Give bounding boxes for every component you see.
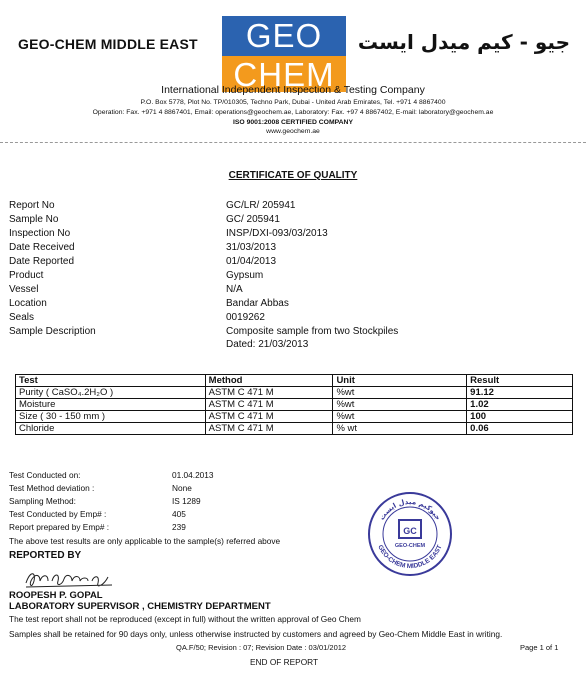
cell-unit: % wt <box>333 423 467 435</box>
meta-value-conducted-by: 405 <box>172 509 186 519</box>
company-website: www.geochem.ae <box>266 128 320 135</box>
geochem-logo <box>222 16 346 92</box>
field-value-sample-no: GC/ 205941 <box>226 214 280 225</box>
meta-value-prepared-by: 239 <box>172 522 186 532</box>
meta-value-sampling-method: IS 1289 <box>172 496 201 506</box>
signature-image <box>22 565 118 591</box>
certificate-title: CERTIFICATE OF QUALITY <box>228 170 358 181</box>
meta-value-method-deviation: None <box>172 483 192 493</box>
company-contacts: Operation: Fax. +971 4 8867401, Email: operations@geochem.ae, Laboratory: Fax. +97 4 8867402, E-mail: laboratory@geochem.ae <box>92 109 494 116</box>
cell-test: Chloride <box>16 423 206 435</box>
cell-method: ASTM C 471 M <box>205 387 333 399</box>
stamp-center-text: GEO-CHEM <box>394 543 426 549</box>
meta-label-prepared-by: Report prepared by Emp# : <box>9 522 110 532</box>
field-value-product: Gypsum <box>226 270 264 281</box>
retention-notice: Samples shall be retained for 90 days only, unless otherwise instructed by customers and agreed by Geo-Chem Middle East in writing. <box>9 629 503 639</box>
cell-result: 1.02 <box>467 399 573 411</box>
cell-unit: %wt <box>333 399 467 411</box>
cell-unit: %wt <box>333 411 467 423</box>
meta-label-conducted-by: Test Conducted by Emp# : <box>9 509 107 519</box>
table-header-row <box>16 375 573 387</box>
field-label-seals: Seals <box>9 312 35 323</box>
field-label-product: Product <box>9 270 44 281</box>
header-unit: Unit <box>333 375 467 387</box>
reported-by-heading: REPORTED BY <box>9 550 82 561</box>
field-value-inspection-no: INSP/DXI-093/03/2013 <box>226 228 328 239</box>
field-label-date-received: Date Received <box>9 242 75 253</box>
cell-test: Size ( 30 - 150 mm ) <box>16 411 206 423</box>
signatory-position: LABORATORY SUPERVISOR , CHEMISTRY DEPARTMENT <box>9 601 271 612</box>
meta-value-conducted-on: 01.04.2013 <box>172 470 214 480</box>
signatory-name: ROOPESH P. GOPAL <box>9 590 103 601</box>
cell-method: ASTM C 471 M <box>205 411 333 423</box>
form-reference: QA.F/50; Revision : 07; Revision Date : 03/01/2012 <box>176 643 347 652</box>
cell-result: 0.06 <box>467 423 573 435</box>
meta-label-conducted-on: Test Conducted on: <box>9 470 81 480</box>
field-value-date-received: 31/03/2013 <box>226 242 277 253</box>
field-label-inspection-no: Inspection No <box>9 228 71 239</box>
cell-method: ASTM C 471 M <box>205 399 333 411</box>
field-value-sample-description: Composite sample from two Stockpiles <box>226 326 399 337</box>
company-address: P.O. Box 5778, Plot No. TP/010305, Techno Park, Dubai - United Arab Emirates, Tel. +971 4 8867400 <box>140 99 446 106</box>
meta-label-method-deviation: Test Method deviation : <box>9 483 95 493</box>
cell-unit: %wt <box>333 387 467 399</box>
svg-text:GC: GC <box>403 526 417 536</box>
meta-label-sampling-method: Sampling Method: <box>9 496 76 506</box>
cell-test: Moisture <box>16 399 206 411</box>
cell-result: 100 <box>467 411 573 423</box>
field-label-sample-description: Sample Description <box>9 326 96 337</box>
cell-test: Purity ( CaSO₄.2H₂O ) <box>16 387 206 399</box>
cell-result: 91.12 <box>467 387 573 399</box>
company-name-english: GEO-CHEM MIDDLE EAST <box>18 36 198 52</box>
stamp-ring-arabic: جيوكيم ميدل ايست <box>377 497 443 522</box>
end-of-report: END OF REPORT <box>250 657 319 667</box>
applicability-note: The above test results are only applicable to the sample(s) referred above <box>9 536 281 546</box>
header-test: Test <box>16 375 206 387</box>
header-method: Method <box>205 375 333 387</box>
field-value-location: Bandar Abbas <box>226 298 289 309</box>
company-tagline: International Independent Inspection & Testing Company <box>161 84 425 96</box>
results-table <box>15 374 573 435</box>
field-label-date-reported: Date Reported <box>9 256 75 267</box>
field-value-vessel: N/A <box>226 284 243 295</box>
field-value-date-reported: 01/04/2013 <box>226 256 277 267</box>
table-row <box>16 399 573 411</box>
header-divider <box>0 142 586 143</box>
table-row <box>16 423 573 435</box>
field-label-location: Location <box>9 298 47 309</box>
header-result: Result <box>467 375 573 387</box>
field-label-vessel: Vessel <box>9 284 39 295</box>
reproduction-notice: The test report shall not be reproduced (except in full) without the written approval of Geo Chem <box>9 614 361 624</box>
company-name-arabic: جيو - كيم ميدل ايست <box>357 30 570 54</box>
field-label-report-no: Report No <box>9 200 55 211</box>
iso-certification: ISO 9001:2008 CERTIFIED COMPANY <box>233 119 353 126</box>
table-row <box>16 387 573 399</box>
field-label-sample-no: Sample No <box>9 214 59 225</box>
logo-geo-text: GEO <box>222 16 346 56</box>
table-row <box>16 411 573 423</box>
stamp-ring-english: GEO-CHEM MIDDLE EAST <box>376 544 444 571</box>
field-value-sample-dated: Dated: 21/03/2013 <box>226 339 309 350</box>
field-value-report-no: GC/LR/ 205941 <box>226 200 296 211</box>
logo-chem-text: CHEM <box>222 56 346 92</box>
field-value-seals: 0019262 <box>226 312 265 323</box>
company-stamp <box>366 490 454 578</box>
cell-method: ASTM C 471 M <box>205 423 333 435</box>
page-number: Page 1 of 1 <box>520 643 559 652</box>
